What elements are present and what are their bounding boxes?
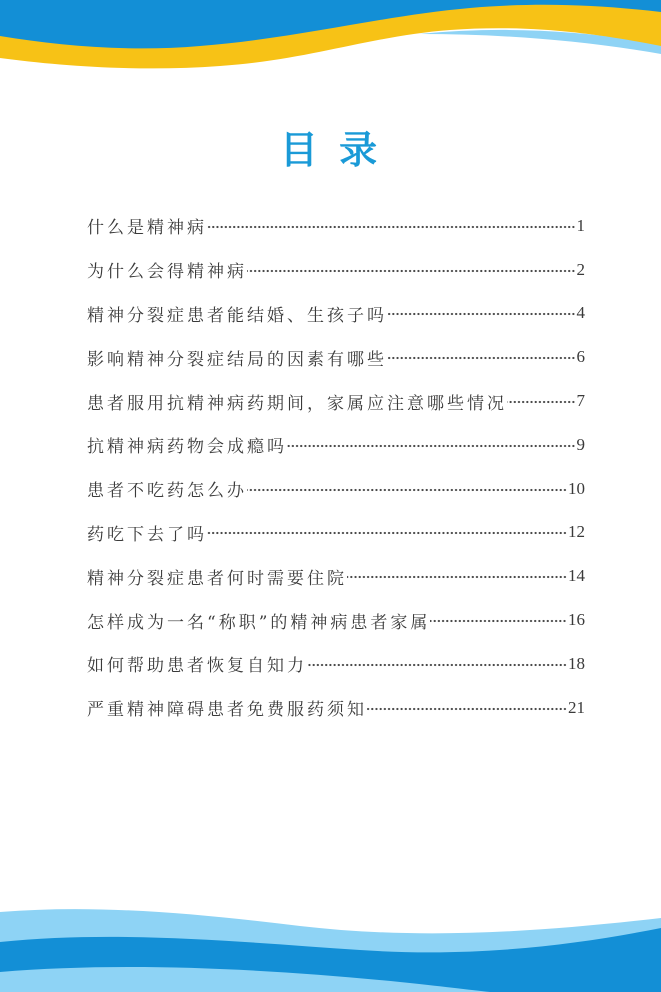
dot-leader [387, 311, 576, 317]
dot-leader [347, 574, 567, 580]
dot-leader [287, 443, 576, 449]
toc-entry [87, 379, 585, 423]
toc-entry [87, 642, 585, 686]
toc-entry-page-number: 12 [568, 522, 585, 542]
toc-entry-page-number: 18 [568, 653, 585, 673]
dot-leader [307, 662, 567, 668]
dot-leader [367, 706, 567, 712]
toc-entry-page-number: 6 [576, 347, 585, 367]
dot-leader [247, 487, 567, 493]
dot-leader [387, 355, 576, 361]
toc-entry [87, 292, 585, 336]
toc-entry-page-number: 1 [576, 215, 585, 235]
top-wave-decoration [0, 0, 661, 90]
toc-entry-title: 患者服用抗精神病药期间，家属应注意哪些情况 [87, 393, 507, 414]
toc-entry-title: 严重精神障碍患者免费服药须知 [87, 700, 367, 721]
toc-entry [87, 686, 585, 730]
page-title: 目 录 [279, 128, 382, 172]
toc-entry-title: 怎样成为一名“称职”的精神病患者家属 [87, 612, 431, 633]
toc-entry [87, 248, 585, 292]
toc-entry-title: 什么是精神病 [87, 218, 207, 239]
toc-entry-page-number: 4 [576, 303, 585, 323]
toc-entry [87, 511, 585, 555]
dot-leader [430, 618, 567, 624]
toc-entry-title: 患者不吃药怎么办 [87, 481, 247, 502]
toc-entry-page-number: 9 [576, 434, 585, 454]
dot-leader [247, 268, 576, 274]
toc-entry [87, 554, 585, 598]
toc-entry-page-number: 2 [576, 259, 585, 279]
toc-entry-title: 影响精神分裂症结局的因素有哪些 [87, 349, 387, 370]
dot-leader [207, 530, 567, 536]
toc-entry-title: 精神分裂症患者何时需要住院 [87, 568, 347, 589]
toc-entry-title: 如何帮助患者恢复自知力 [87, 656, 307, 677]
toc-entry [87, 335, 585, 379]
toc-entry-page-number: 14 [568, 566, 585, 586]
table-of-contents [87, 204, 585, 730]
toc-entry-page-number: 16 [568, 610, 585, 630]
dot-leader [207, 224, 576, 230]
toc-entry-page-number: 7 [576, 391, 585, 411]
toc-entry [87, 204, 585, 248]
toc-entry [87, 423, 585, 467]
toc-entry-title: 药吃下去了吗 [87, 524, 207, 545]
toc-entry-page-number: 21 [568, 697, 585, 717]
bottom-wave-decoration [0, 892, 661, 992]
toc-entry [87, 467, 585, 511]
toc-entry-title: 精神分裂症患者能结婚、生孩子吗 [87, 305, 387, 326]
toc-entry [87, 598, 585, 642]
dot-leader [507, 399, 576, 405]
toc-entry-page-number: 10 [568, 478, 585, 498]
toc-entry-title: 为什么会得精神病 [87, 262, 247, 283]
toc-entry-title: 抗精神病药物会成瘾吗 [87, 437, 287, 458]
